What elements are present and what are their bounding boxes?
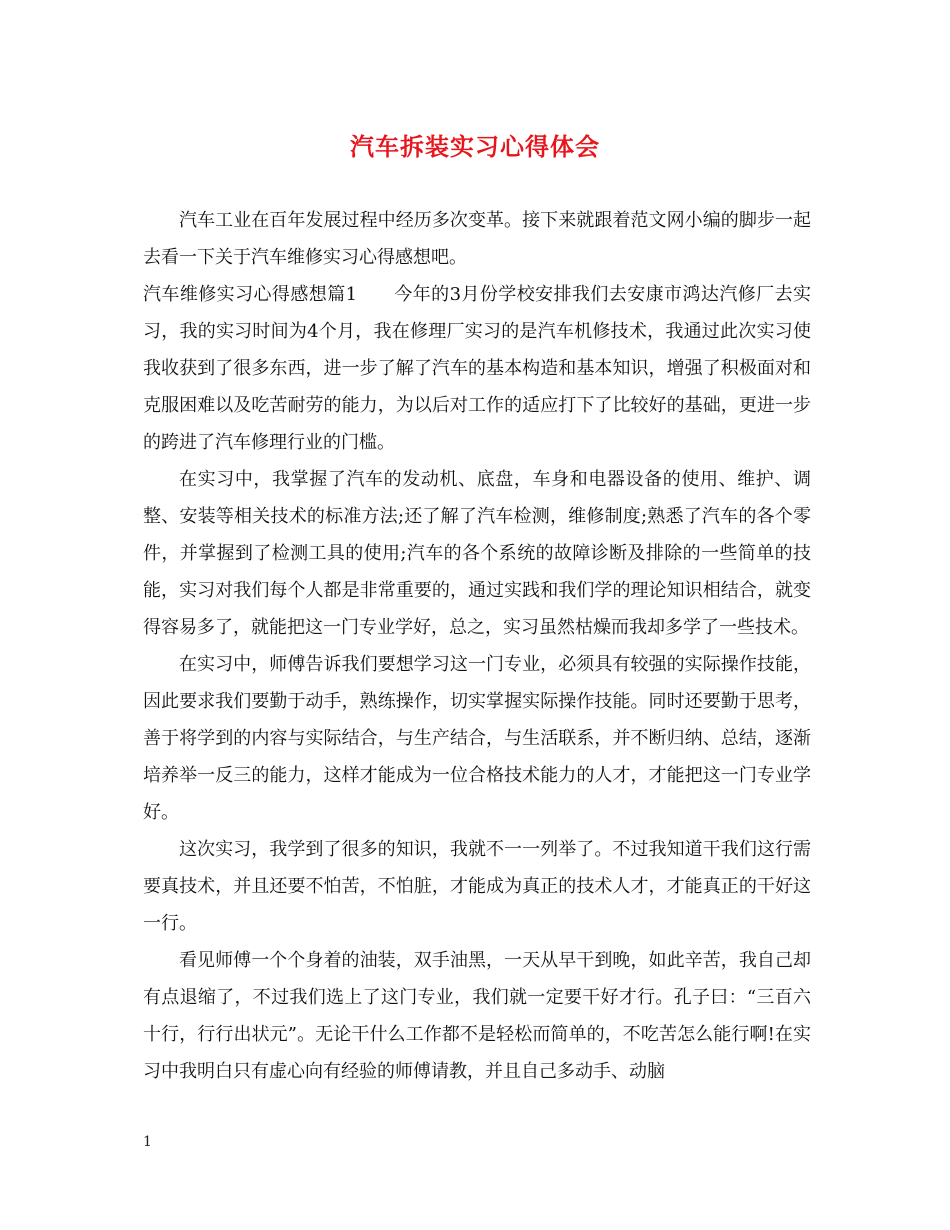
paragraph-3: 在实习中，我掌握了汽车的发动机、底盘，车身和电器设备的使用、维护、调整、安装等相关技术的标准方法;还了解了汽车检测，维修制度;熟悉了汽车的各个零件，并掌握到了检测工具的使用;汽车的各个系统的故障诊断及排除的一些简单的技能，实习对我们每个人都是非常重要的，通过实践和我们学的理论知识相结合，就变得容易多了，就能把这一门专业学好，总之，实习虽然枯燥而我却多学了一些技术。 <box>143 469 811 638</box>
paragraph-5: 这次实习，我学到了很多的知识，我就不一一列举了。不过我知道干我们这行需要真技术，并且还要不怕苦，不怕脏，才能成为真正的技术人才，才能真正的干好这一行。 <box>143 839 811 934</box>
document-body <box>143 202 811 1090</box>
paragraph-1: 汽车工业在百年发展过程中经历多次变革。接下来就跟着范文网小编的脚步一起去看一下关于汽车维修实习心得感想吧。 <box>143 210 811 268</box>
document-title: 汽车拆装实习心得体会 <box>350 132 600 161</box>
page-number: 1 <box>143 1134 152 1150</box>
paragraph-6: 看见师傅一个个身着的油装，双手油黑，一天从早干到晚，如此辛苦，我自己却有点退缩了，不过我们选上了这门专业，我们就一定要干好才行。孔子曰：“三百六十行，行行出状元”。无论干什么工作都不是轻松而简单的，不吃苦怎么能行啊!在实习中我明白只有虚心向有经验的师傅请教，并且自己多动手、动脑 <box>143 950 811 1082</box>
paragraph-2: 汽车维修实习心得感想篇1 今年的3月份学校安排我们去安康市鸿达汽修厂去实习，我的实习时间为4个月，我在修理厂实习的是汽车机修技术，我通过此次实习使我收获到了很多东西，进一步了解了汽车的基本构造和基本知识，增强了积极面对和克服困难以及吃苦耐劳的能力，为以后对工作的适应打下了比较好的基础，更进一步的跨进了汽车修理行业的门槛。 <box>143 284 811 453</box>
paragraph-4: 在实习中，师傅告诉我们要想学习这一门专业，必须具有较强的实际操作技能，因此要求我们要勤于动手，熟练操作，切实掌握实际操作技能。同时还要勤于思考，善于将学到的内容与实际结合，与生产结合，与生活联系，并不断归纳、总结，逐渐培养举一反三的能力，这样才能成为一位合格技术能力的人才，才能把这一门专业学好。 <box>143 654 811 823</box>
